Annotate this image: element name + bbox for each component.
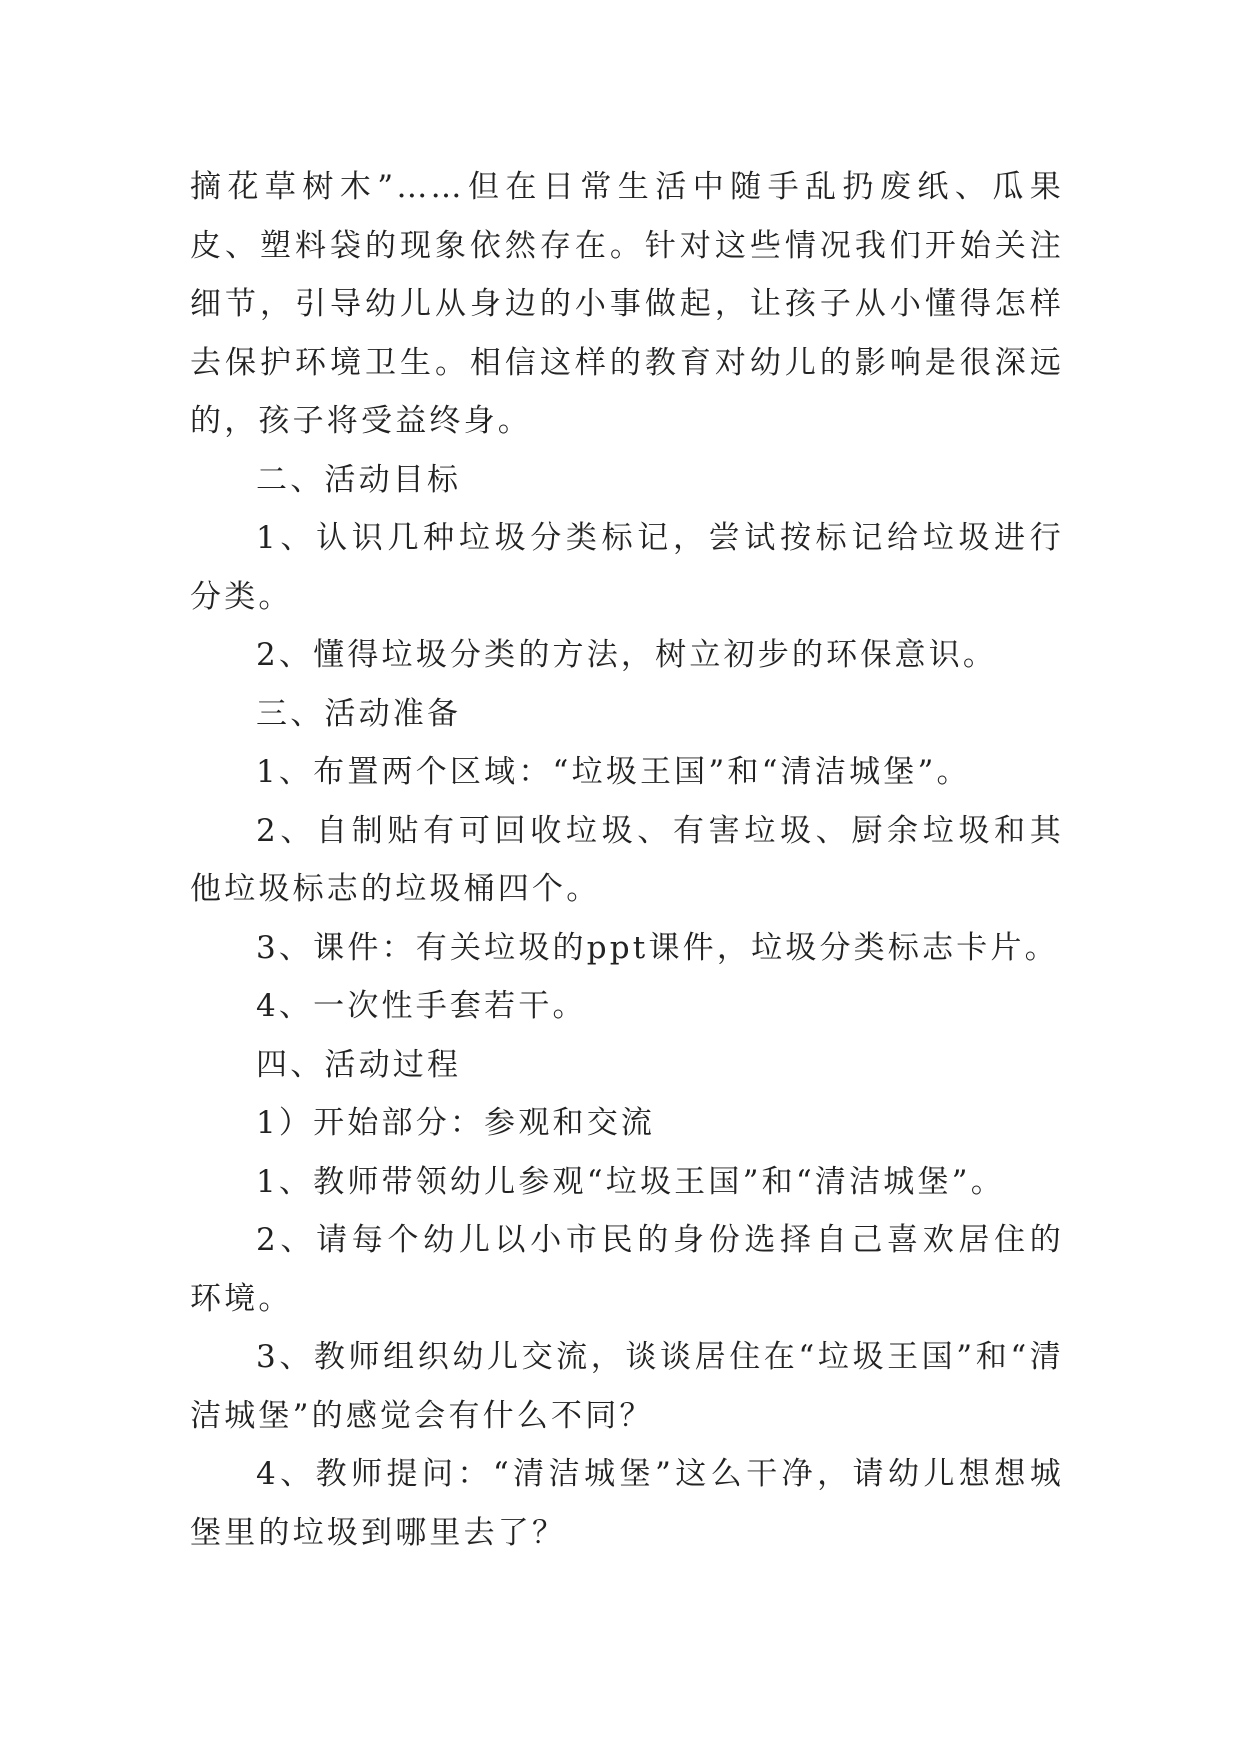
section-heading-process: 四、活动过程 <box>256 1046 462 1083</box>
document-body <box>190 158 1064 1562</box>
preparation-item-3: 3、课件：有关垃圾的ppt课件，垃圾分类标志卡片。 <box>256 929 1059 966</box>
process-item-1: 1、教师带领幼儿参观“垃圾王国”和“清洁城堡”。 <box>256 1163 1005 1200</box>
process-item-4: 4、教师提问：“清洁城堡”这么干净，请幼儿想想城堡里的垃圾到哪里去了？ <box>190 1456 1064 1551</box>
section-heading-goals: 二、活动目标 <box>256 461 462 498</box>
paragraph-intro-continued: 摘花草树木”……但在日常生活中随手乱扔废纸、瓜果皮、塑料袋的现象依然存在。针对这些情况我们开始关注细节，引导幼儿从身边的小事做起，让孩子从小懂得怎样去保护环境卫生。相信这样的教育对幼儿的影响是很深远的，孩子将受益终身。 <box>190 169 1064 439</box>
goal-item-1: 1、认识几种垃圾分类标记，尝试按标记给垃圾进行分类。 <box>190 520 1064 615</box>
preparation-item-1: 1、布置两个区域：“垃圾王国”和“清洁城堡”。 <box>256 754 971 790</box>
section-heading-preparation: 三、活动准备 <box>256 695 462 732</box>
process-subheading-opening: 1）开始部分：参观和交流 <box>256 1105 656 1141</box>
preparation-item-2: 2、自制贴有可回收垃圾、有害垃圾、厨余垃圾和其他垃圾标志的垃圾桶四个。 <box>190 812 1064 907</box>
process-item-2: 2、请每个幼儿以小市民的身份选择自己喜欢居住的环境。 <box>190 1222 1064 1317</box>
process-item-3: 3、教师组织幼儿交流，谈谈居住在“垃圾王国”和“清洁城堡”的感觉会有什么不同？ <box>190 1339 1064 1434</box>
goal-item-2: 2、懂得垃圾分类的方法，树立初步的环保意识。 <box>256 637 998 673</box>
preparation-item-4: 4、一次性手套若干。 <box>256 988 587 1024</box>
